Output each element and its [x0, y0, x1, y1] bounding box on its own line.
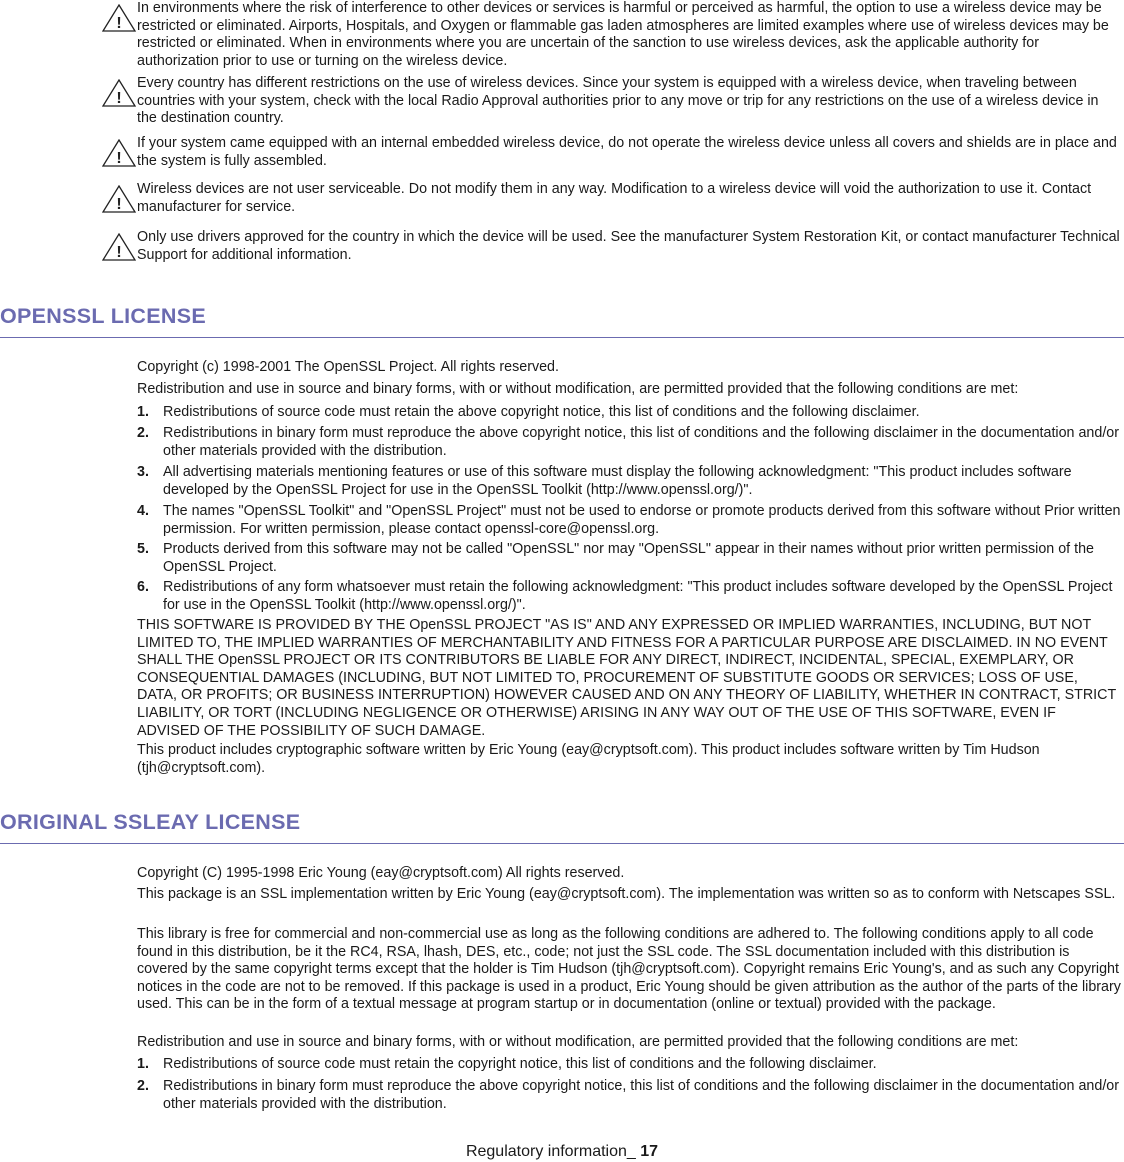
- warning-triangle-icon: [102, 233, 136, 261]
- list-text: Redistributions of any form whatsoever must retain the following acknowledgment: "This product includes software developed by the OpenSSL Project for use in the OpenSSL Toolkit (http://www.openssl.org/)".: [163, 579, 1113, 613]
- svg-text:!: !: [116, 244, 122, 261]
- list-number: 3.: [137, 464, 149, 480]
- warning-text: Wireless devices are not user serviceable. Do not modify them in any way. Modification to a wireless device will void the authorization to use it. Contact manufacturer for service.: [137, 181, 1092, 215]
- svg-text:!: !: [116, 15, 122, 32]
- list-number: 1.: [137, 1056, 149, 1072]
- list-text: Redistributions of source code must retain the copyright notice, this list of conditions and the following disclaimer.: [163, 1056, 877, 1072]
- list-number: 4.: [137, 503, 149, 519]
- list-text: Redistributions in binary form must reproduce the above copyright notice, this list of conditions and the following disclaimer in the documentation and/or other materials provided with the distribution.: [163, 425, 1120, 459]
- list-number: 6.: [137, 579, 149, 595]
- list-text: Redistributions of source code must retain the above copyright notice, this list of conditions and the following disclaimer.: [163, 404, 920, 420]
- list-number: 2.: [137, 1078, 149, 1094]
- warning-triangle-icon: [102, 185, 136, 213]
- warning-text: Every country has different restrictions on the use of wireless devices. Since your system is equipped with a wireless device, when traveling between countries with your system, check with the local Radio Approval authorities prior to any move or trip for any restrictions on the use of a wireless device in the destination country.: [137, 75, 1099, 127]
- section-divider: [0, 843, 1124, 844]
- openssl-crypto-note: This product includes cryptographic software written by Eric Young (eay@cryptsoft.com). This product includes software written by Tim Hudson (tjh@cryptsoft.com).: [137, 742, 1040, 776]
- warning-text: Only use drivers approved for the country in which the device will be used. See the manufacturer System Restoration Kit, or contact manufacturer Technical Support for additional information.: [137, 229, 1120, 263]
- warning-triangle-icon: [102, 4, 136, 32]
- warning-triangle-icon: [102, 139, 136, 167]
- list-number: 2.: [137, 425, 149, 441]
- openssl-copyright: Copyright (c) 1998-2001 The OpenSSL Project. All rights reserved.: [137, 359, 559, 375]
- ssleay-intro: Redistribution and use in source and binary forms, with or without modification, are permitted provided that the following conditions are met:: [137, 1034, 1019, 1050]
- ssleay-library: This library is free for commercial and non-commercial use as long as the following conditions are adhered to. The following conditions apply to all code found in this distribution, be it the RC4, RSA, lhash, DES, etc., code; not just the SSL code. The SSL documentation included with this distribution is covered by the same copyright terms except that the holder is Tim Hudson (tjh@cryptsoft.com). Copyright remains Eric Young's, and as such any Copyright notices in the code are not to be removed. If this package is used in a product, Eric Young should be given attribution as the author of the parts of the library used. This can be in the form of a textual message at program startup or in documentation (online or textual) provided with the package.: [137, 926, 1121, 1013]
- list-text: Redistributions in binary form must reproduce the above copyright notice, this list of conditions and the following disclaimer in the documentation and/or other materials provided with the distribution.: [163, 1078, 1120, 1112]
- list-text: The names "OpenSSL Toolkit" and "OpenSSL Project" must not be used to endorse or promote products derived from this software without Prior written permission. For written permission, please contact openssl-core@openssl.org.: [163, 503, 1121, 537]
- openssl-license-heading: OPENSSL LICENSE: [0, 304, 207, 328]
- svg-text:!: !: [116, 90, 122, 107]
- svg-text:!: !: [116, 196, 122, 213]
- ssleay-copyright: Copyright (C) 1995-1998 Eric Young (eay@cryptsoft.com) All rights reserved.: [137, 865, 625, 881]
- ssleay-license-heading: ORIGINAL SSLEAY LICENSE: [0, 810, 301, 834]
- list-number: 5.: [137, 541, 149, 557]
- warning-text: In environments where the risk of interference to other devices or services is harmful or perceived as harmful, the option to use a wireless device may be restricted or eliminated. Airports, Hospitals, and Oxygen or flammable gas laden atmospheres are limited examples where use of wireless devices may be restricted or eliminated. When in environments where you are uncertain of the sanction to use wireless devices, ask the applicable authority for authorization prior to use or turning on the wireless device.: [137, 0, 1109, 69]
- page-number: 17: [640, 1143, 659, 1160]
- footer-label: Regulatory information_: [465, 1143, 636, 1160]
- openssl-intro: Redistribution and use in source and binary forms, with or without modification, are permitted provided that the following conditions are met:: [137, 381, 1019, 397]
- warning-text: If your system came equipped with an internal embedded wireless device, do not operate the wireless device unless all covers and shields are in place and the system is fully assembled.: [137, 135, 1117, 169]
- openssl-disclaimer: THIS SOFTWARE IS PROVIDED BY THE OpenSSL PROJECT "AS IS" AND ANY EXPRESSED OR IMPLIED WARRANTIES, INCLUDING, BUT NOT LIMITED TO, THE IMPLIED WARRANTIES OF MERCHANTABILITY AND FITNESS FOR A PARTICULAR PURPOSE ARE DISCLAIMED. IN NO EVENT SHALL THE OpenSSL PROJECT OR ITS CONTRIBUTORS BE LIABLE FOR ANY DIRECT, INDIRECT, INCIDENTAL, SPECIAL, EXEMPLARY, OR CONSEQUENTIAL DAMAGES (INCLUDING, BUT NOT LIMITED TO, PROCUREMENT OF SUBSTITUTE GOODS OR SERVICES; LOSS OF USE, DATA, OR PROFITS; OR BUSINESS INTERRUPTION) HOWEVER CAUSED AND ON ANY THEORY OF LIABILITY, WHETHER IN CONTRACT, STRICT LIABILITY, OR TORT (INCLUDING NEGLIGENCE OR OTHERWISE) ARISING IN ANY WAY OUT OF THE USE OF THIS SOFTWARE, EVEN IF ADVISED OF THE POSSIBILITY OF SUCH DAMAGE.: [137, 617, 1116, 739]
- ssleay-package: This package is an SSL implementation written by Eric Young (eay@cryptsoft.com). The implementation was written so as to conform with Netscapes SSL.: [137, 886, 1116, 902]
- list-number: 1.: [137, 404, 149, 420]
- svg-text:!: !: [116, 150, 122, 167]
- page-footer: [0, 1142, 1124, 1162]
- list-text: All advertising materials mentioning features or use of this software must display the following acknowledgment: "This product includes software developed by the OpenSSL Project for use in the OpenSSL Toolkit (http://www.openssl.org/)".: [163, 464, 1072, 498]
- warning-triangle-icon: [102, 79, 136, 107]
- section-divider: [0, 337, 1124, 338]
- list-text: Products derived from this software may not be called "OpenSSL" nor may "OpenSSL" appear in their names without prior written permission of the OpenSSL Project.: [163, 541, 1094, 575]
